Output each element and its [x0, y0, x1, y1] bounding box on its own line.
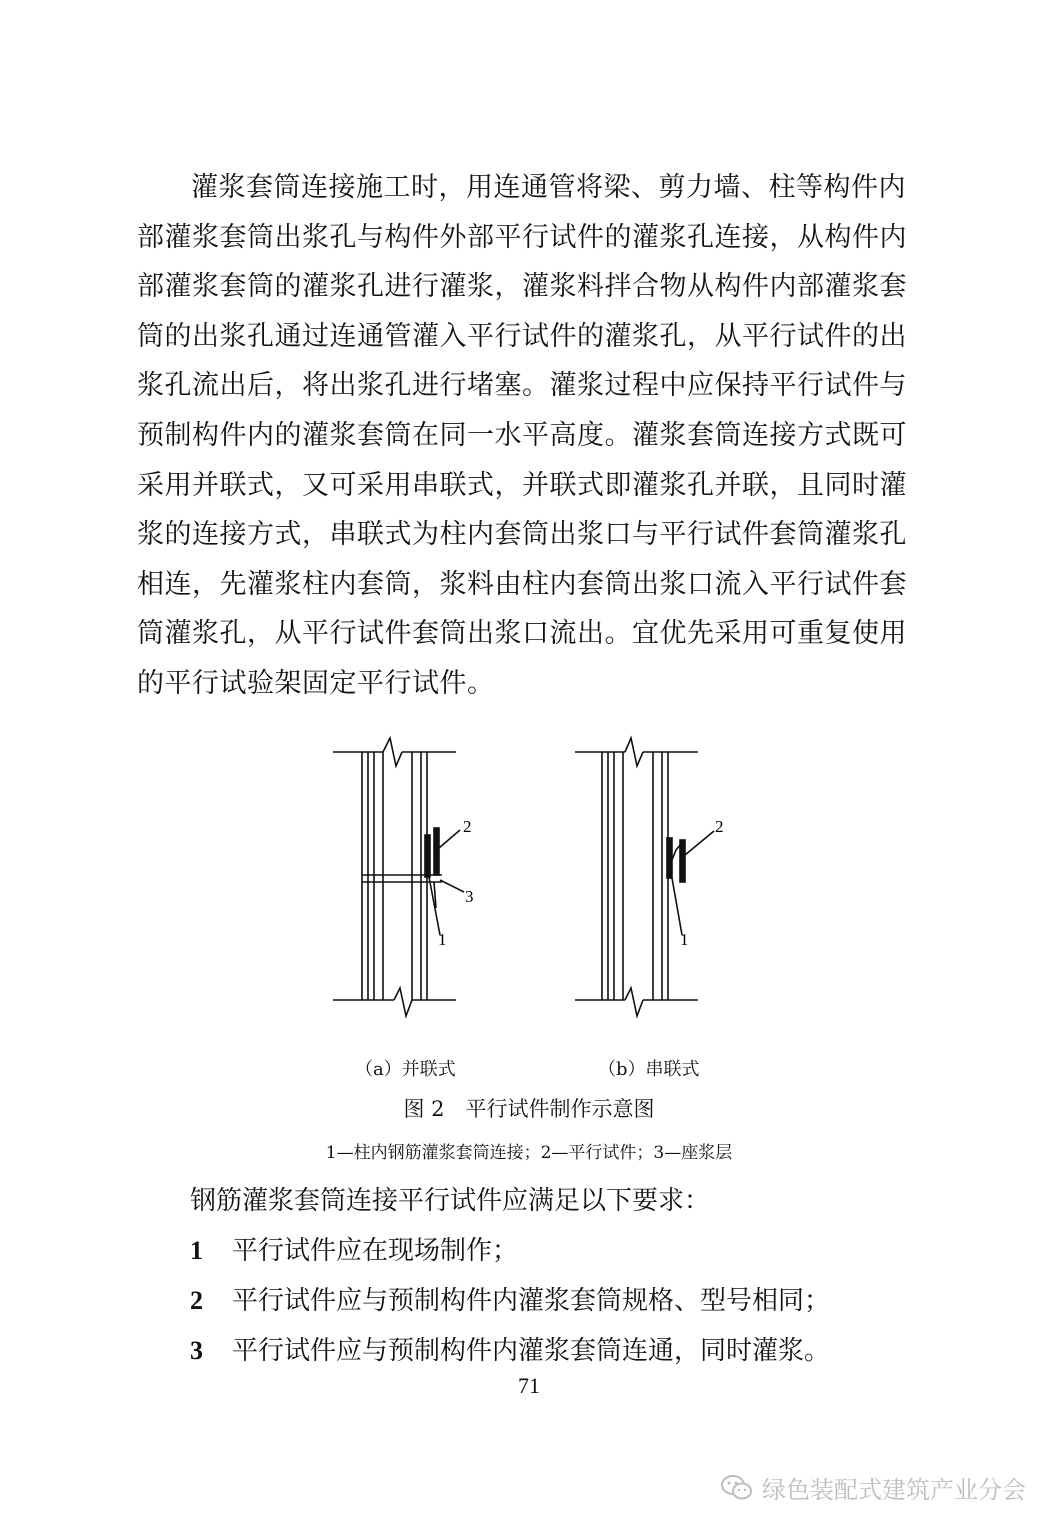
- paragraph-line: 采用并联式，又可采用串联式，并联式即灌浆孔并联，且同时灌: [137, 469, 907, 501]
- paragraph-line: 筒的出浆孔通过连通管灌入平行试件的灌浆孔，从平行试件的出: [137, 320, 907, 352]
- requirement-number: 3: [190, 1336, 203, 1365]
- figure-title: 图 2 平行试件制作示意图: [403, 1097, 655, 1121]
- label-a-1: 1: [438, 930, 447, 949]
- requirement-number: 2: [190, 1286, 203, 1315]
- body-paragraph: [137, 163, 927, 709]
- requirement-number: 1: [190, 1236, 203, 1265]
- wechat-icon: [720, 1474, 754, 1502]
- diagram-b: [575, 738, 714, 1016]
- requirement-item: [190, 1280, 830, 1317]
- requirement-item: [190, 1330, 830, 1367]
- requirements-intro: 钢筋灌浆套筒连接平行试件应满足以下要求：: [190, 1186, 711, 1216]
- caption-b: （b）串联式: [598, 1059, 700, 1080]
- label-a-3: 3: [465, 887, 474, 906]
- paragraph-line: 的平行试验架固定平行试件。: [137, 667, 495, 699]
- paragraph-line: 浆的连接方式，串联式为柱内套筒出浆口与平行试件套筒灌浆孔: [137, 519, 907, 551]
- paragraph-line: 部灌浆套筒出浆孔与构件外部平行试件的灌浆孔连接，从构件内: [137, 221, 907, 253]
- paragraph-line: 预制构件内的灌浆套筒在同一水平高度。灌浆套筒连接方式既可: [137, 419, 907, 451]
- watermark: [720, 1470, 1026, 1505]
- diagram-a: [333, 738, 464, 1016]
- label-b-2: 2: [715, 817, 724, 836]
- requirement-text: 平行试件应在现场制作；: [232, 1236, 519, 1266]
- figure-legend: 1—柱内钢筋灌浆套筒连接；2—平行试件；3—座浆层: [325, 1143, 733, 1163]
- paragraph-line: 筒灌浆孔，从平行试件套筒出浆口流出。宜优先采用可重复使用: [137, 618, 907, 650]
- figure-diagram: [320, 730, 740, 1030]
- requirement-text: 平行试件应与预制构件内灌浆套筒连通，同时灌浆。: [232, 1336, 831, 1366]
- page-number: 71: [518, 1373, 540, 1398]
- paragraph-line: 相连，先灌浆柱内套筒，浆料由柱内套筒出浆口流入平行试件套: [137, 568, 907, 600]
- paragraph-line: 部灌浆套筒的灌浆孔进行灌浆，灌浆料拌合物从构件内部灌浆套: [137, 271, 907, 303]
- label-a-2: 2: [463, 817, 472, 836]
- requirement-item: [190, 1230, 518, 1267]
- watermark-text: 绿色装配式建筑产业分会: [762, 1476, 1026, 1504]
- caption-a: （a）并联式: [355, 1059, 456, 1080]
- requirement-text: 平行试件应与预制构件内灌浆套筒规格、型号相同；: [232, 1286, 831, 1316]
- paragraph-line: 浆孔流出后，将出浆孔进行堵塞。灌浆过程中应保持平行试件与: [137, 370, 907, 402]
- paragraph-line: 灌浆套筒连接施工时，用连通管将梁、剪力墙、柱等构件内: [191, 172, 906, 203]
- label-b-1: 1: [680, 930, 689, 949]
